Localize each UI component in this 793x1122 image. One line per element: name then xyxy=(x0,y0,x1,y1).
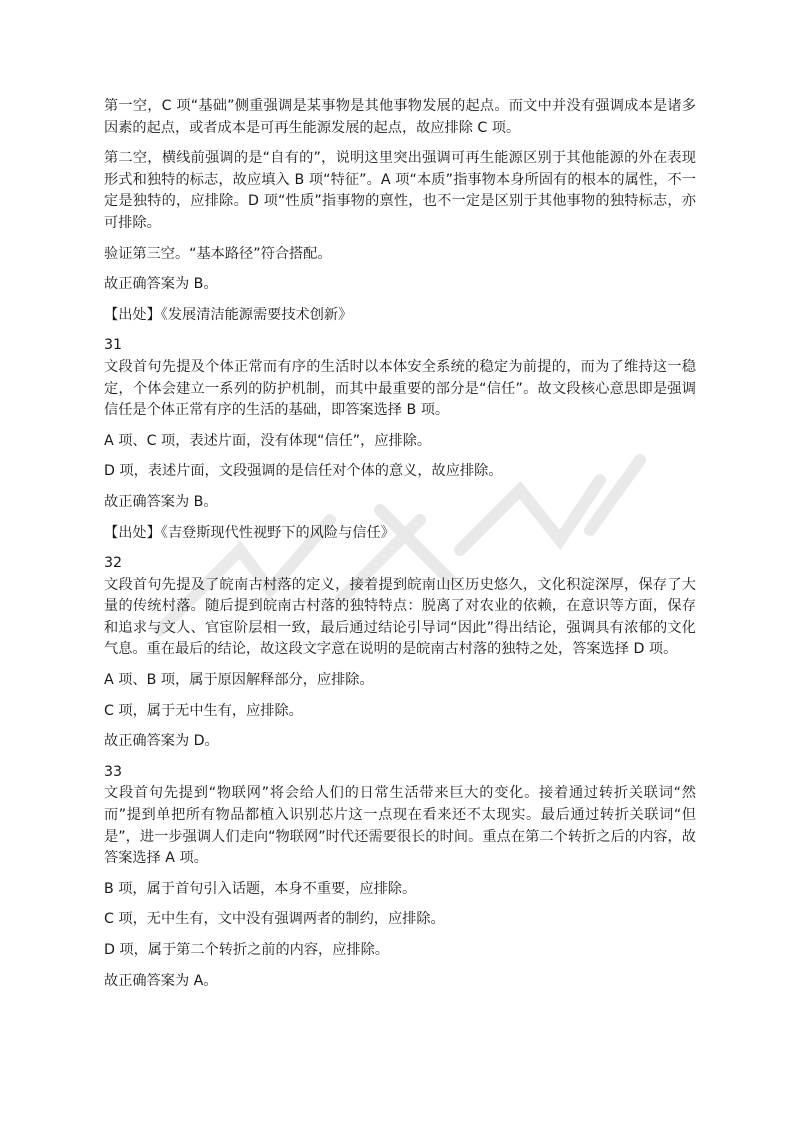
question-number: 32 xyxy=(104,555,123,572)
paragraph: 第一空，C 项“基础”侧重强调是某事物是其他事物发展的起点。而文中并没有强调成本是诸多因素的起点，或者成本是可再生能源发展的起点，故应排除 C 项。 xyxy=(104,98,696,136)
paragraph: 文段首句先提及了皖南古村落的定义，接着提到皖南山区历史悠久，文化积淀深厚，保存了大量的传统村落。随后提到皖南古村落的独特特点：脱离了对农业的依赖，在意识等方面，保存和追求与文人、官宦阶层相一致，最后通过结论引导词“因此”得出结论，强调具有浓郁的文化气息。重在最后的结论，故这段文字意在说明的是皖南古村落的独特之处，答案选择 D 项。 xyxy=(104,576,696,658)
paragraph: 文段首句先提及个体正常而有序的生活时以本体安全系统的稳定为前提的，而为了维持这一稳定，个体会建立一系列的防护机制，而其中最重要的部分是“信任”。故文段核心意思即是强调信任是个体正常有序的生活的基础，即答案选择 B 项。 xyxy=(104,358,696,419)
paragraph: 文段首句先提到“物联网”将会给人们的日常生活带来巨大的变化。接着通过转折关联词“然而”提到单把所有物品都植入识别芯片这一点现在看来还不太现实。最后通过转折关联词“但是”，进一步强调人们走向“物联网”时代还需要很长的时间。重点在第二个转折之后的内容，故答案选择 A 项。 xyxy=(104,785,696,867)
question-number: 31 xyxy=(104,337,123,354)
paragraph: 故正确答案为 B。 xyxy=(104,276,218,293)
paragraph: 故正确答案为 B。 xyxy=(104,493,218,510)
paragraph: B 项，属于首句引入话题，本身不重要，应排除。 xyxy=(104,880,417,897)
paragraph: 故正确答案为 D。 xyxy=(104,733,219,750)
paragraph: A 项、B 项，属于原因解释部分，应排除。 xyxy=(104,672,374,689)
document-body xyxy=(104,96,696,1001)
question-number: 33 xyxy=(104,763,123,780)
paragraph: 【出处】《吉登斯现代性视野下的风险与信任》 xyxy=(104,524,395,541)
paragraph: C 项，属于无中生有，应排除。 xyxy=(104,702,303,719)
paragraph: D 项，表述片面，文段强调的是信任对个体的意义，故应排除。 xyxy=(104,463,503,480)
paragraph: 【出处】《发展清洁能源需要技术创新》 xyxy=(104,306,353,323)
paragraph: C 项，无中生有，文中没有强调两者的制约，应排除。 xyxy=(104,911,445,928)
paragraph: 第二空，横线前强调的是“自有的”，说明这里突出强调可再生能源区别于其他能源的外在表现形式和独特的标志，故应填入 B 项“特征”。A 项“本质”指事物本身所固有的根本的属性，不一定是独特的，应排除。D 项“性质”指事物的禀性，也不一定是区别于其他事物的独特标志，亦可排除。 xyxy=(104,150,696,231)
paragraph: 故正确答案为 A。 xyxy=(104,972,218,989)
paragraph: 验证第三空。“基本路径”符合搭配。 xyxy=(104,245,332,262)
paragraph: A 项、C 项，表述片面，没有体现“信任”，应排除。 xyxy=(104,432,432,449)
paragraph: D 项，属于第二个转折之前的内容，应排除。 xyxy=(104,942,389,958)
